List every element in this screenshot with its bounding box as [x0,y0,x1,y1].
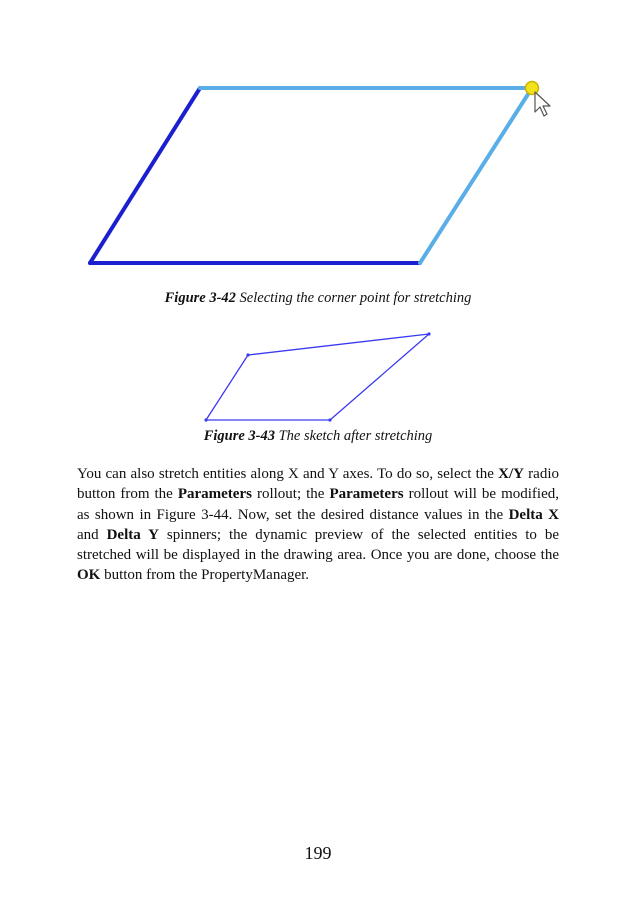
corner-point-marker [526,82,539,95]
figure-3-43-number: Figure 3-43 [203,428,275,444]
figure-3-42-caption [0,290,636,307]
paragraph-text: rollout; the [251,486,330,503]
sketch-vertex [246,353,249,356]
paragraph-text: spinners; the dynamic preview of the selected entities to be stretched will be displayed in the drawing area. Once you are done, choose the [77,526,559,564]
figure-3-43-caption [0,428,636,445]
paragraph-bold-term: Parameters [329,486,404,503]
figure-3-43-image [196,326,440,428]
paragraph-text: button from the PropertyManager. [100,567,310,584]
figure-3-42-caption-text: Selecting the corner point for stretching [239,290,472,306]
body-paragraph [77,464,559,586]
cursor-arrow-icon [535,92,550,116]
sketch-vertex [204,418,207,421]
paragraph-text: You can also stretch entities along X and Y axes. To do so, select the [77,466,499,482]
figure-3-42-number: Figure 3-42 [164,290,236,306]
paragraph-text: rollout will be modified, as shown in Figure 3-44. Now, set the desired distance values in the [77,486,559,523]
stretched-sketch-shape [206,334,429,420]
right-edge-line [420,88,532,263]
paragraph-bold-term: Parameters [177,486,252,503]
paragraph-bold-term: Delta Y [106,526,159,543]
left-edge-line [90,88,200,263]
paragraph-text: radio button from the [77,466,559,503]
sketch-vertex [427,332,430,335]
page-number: 199 [304,843,332,863]
figure-3-43-caption-text: The sketch after stretching [278,428,433,444]
paragraph-bold-term: X/Y [498,466,524,482]
paragraph-text: and [77,526,107,543]
paragraph-bold-term: Delta X [508,506,559,523]
paragraph-bold-term: OK [77,567,101,584]
sketch-vertex [328,418,331,421]
figure-3-42-image [80,72,560,272]
